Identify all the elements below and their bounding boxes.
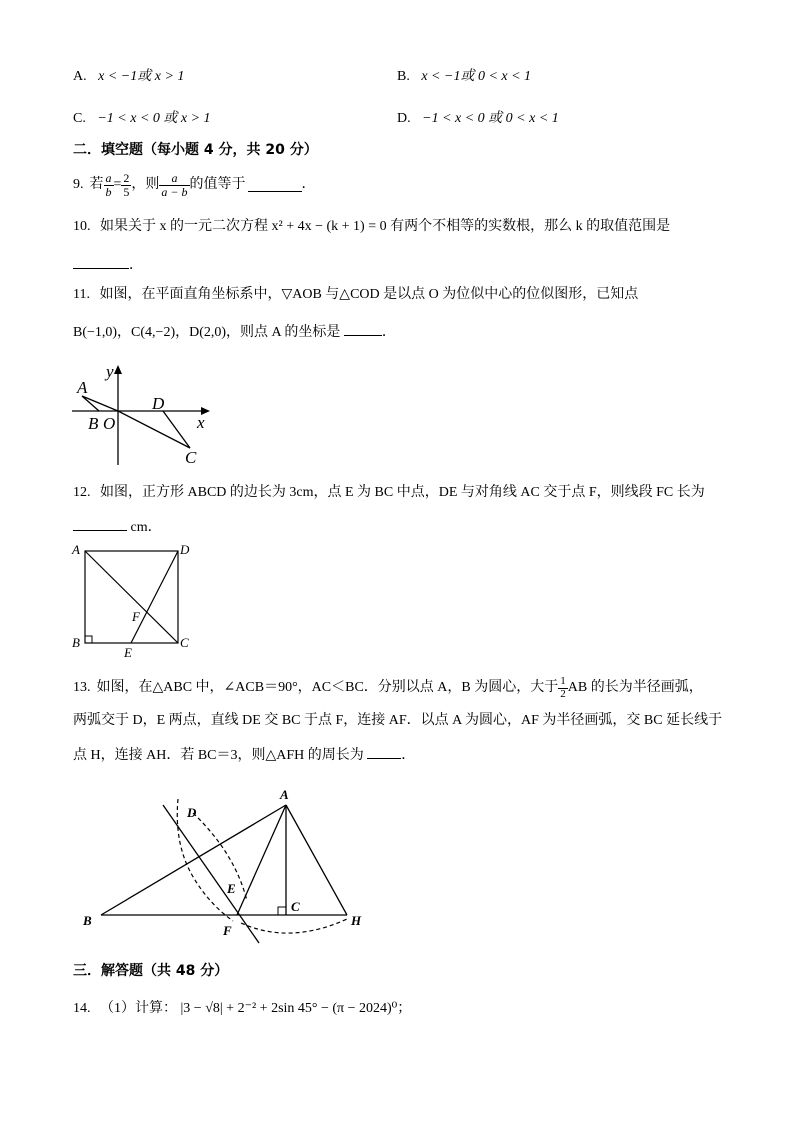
q13-line-de [163,805,259,943]
q13-half-num: 1 [560,674,566,687]
q11-triangle-aob [82,396,118,411]
q9-frac3-den: a − b [161,184,188,199]
q12-label-f: F [132,609,140,624]
q11-end: ． [381,325,396,340]
q11-label-a: A [77,378,88,397]
q14-part-label: （1）计算： [100,1001,177,1016]
q14-expression: |3 − √8| + 2⁻² + 2sin 45° − (π − 2024)⁰； [180,1001,412,1016]
q9-frac2-den: 5 [123,184,130,199]
q10-end: ． [129,258,143,273]
q10-answer-line [73,256,143,273]
q13-end: ． [401,748,416,763]
q11-label-x: x [197,413,205,432]
q9-equals: = [113,177,122,192]
q11-figure [60,360,230,470]
q13-right-angle-icon [278,907,286,915]
question-12 [73,486,705,500]
q11-text-line2: B(−1,0)，C(4,−2)，D(2,0)，则点 A 的坐标是 [73,325,341,340]
q13-segment-af [237,805,286,915]
q13-segment-ab [101,805,286,915]
q12-unit: cm [130,520,148,535]
q9-fraction-a-b [104,172,114,198]
option-d-label: D. [397,111,411,126]
q13-text-line3: 点 H，连接 AH．若 BC＝3，则△AFH 的周长为 [73,748,364,763]
option-b-text: x < −1或 0 < x < 1 [421,69,532,84]
q13-answer-blank[interactable] [367,746,401,759]
q13-label-e: E [227,881,236,896]
option-b-label: B. [397,69,410,84]
q13-text-line1-post: AB 的长为半径画弧， [567,680,703,695]
q13-label-f: F [223,923,232,938]
q12-label-c: C [180,635,189,650]
q11-label-o: O [103,414,116,433]
q11-label-b: B [88,414,99,433]
q9-prefix: 若 [89,177,104,192]
q12-end: ． [147,520,162,535]
q13-line3 [73,746,415,763]
question-10 [73,220,670,234]
q12-text: 如图，正方形 ABCD 的边长为 3cm，点 E 为 BC 中点，DE 与对角线 AC 交于点 F，则线段 FC 长为 [100,485,705,500]
option-a [73,70,184,84]
q10-number: 10. [73,219,91,234]
question-9 [73,168,316,202]
q13-label-a: A [280,787,289,802]
q11-triangle-cod [118,411,190,448]
q11-label-y: y [106,362,114,381]
q12-answer-blank[interactable] [73,518,127,531]
q11-answer-blank[interactable] [344,323,382,336]
q9-fraction-2-5 [121,172,131,198]
section2-title: 二．填空题（每小题 4 分，共 20 分） [73,142,318,158]
q12-line2 [73,518,162,535]
option-a-text: x < −1或 x > 1 [98,69,185,84]
q13-label-h: H [351,913,362,928]
q9-frac1-den: b [105,184,112,199]
question-11 [73,288,638,302]
q13-label-c: C [291,899,300,914]
option-c [73,112,211,126]
section3-title: 三．解答题（共 48 分） [73,963,229,979]
q13-figure [75,783,385,948]
option-a-label: A. [73,69,87,84]
q11-line2 [73,323,396,340]
q9-post: 的值等于 [189,177,246,192]
q13-number: 13. [73,680,91,695]
question-13 [73,676,703,700]
q10-text: 如果关于 x 的一元二次方程 x² + 4x − (k + 1) = 0 有两个不相等的实数根，那么 k 的取值范围是 [100,219,671,234]
q9-answer-blank[interactable] [248,179,302,192]
q11-text-line1: 如图，在平面直角坐标系中，▽AOB 与△COD 是以点 O 为位似中心的位似图形，已知点 [99,287,639,302]
option-d-text: −1 < x < 0 或 0 < x < 1 [422,111,559,126]
q12-segment-de [131,551,178,643]
q9-frac3-num: a [159,172,189,186]
q10-answer-blank[interactable] [73,256,129,269]
q9-fraction-target [159,172,189,198]
q13-label-d: D [187,805,197,820]
q11-label-c: C [185,448,197,467]
q9-end: ． [301,177,316,192]
q12-number: 12. [73,485,91,500]
option-c-text: −1 < x < 0 或 x > 1 [97,111,211,126]
q14-number: 14. [73,1001,91,1016]
q9-frac1-num: a [105,170,112,185]
q12-figure [66,540,206,660]
q12-label-d: D [180,542,190,557]
q13-fraction-half [558,676,568,700]
q11-y-arrow-icon [114,365,122,374]
q13-half-den: 2 [560,687,566,700]
q9-mid: ，则 [131,177,160,192]
q12-label-a: A [72,542,80,557]
q11-number: 11. [73,287,90,302]
option-b [397,70,531,84]
q9-frac2-num: 2 [123,170,130,185]
q12-label-e: E [124,645,132,660]
q12-diagonal-ac [85,551,178,643]
option-c-label: C. [73,111,86,126]
q13-text-line1-pre: 如图，在△ABC 中，∠ACB＝90°，AC＜BC．分别以点 A，B 为圆心，大于 [96,680,559,695]
question-14 [73,1002,411,1016]
option-d [397,112,559,126]
q13-label-b: B [83,913,92,928]
q11-label-d: D [152,394,165,413]
q13-arc-fh [241,919,347,933]
q9-number: 9. [73,177,84,192]
q13-arc-left [177,799,233,921]
q13-line2: 两弧交于 D，E 两点，直线 DE 交 BC 于点 F，连接 AF．以点 A 为圆心，AF 为半径画弧，交 BC 延长线于 [73,713,723,728]
q12-label-b: B [72,635,80,650]
q12-right-angle-icon [85,636,92,643]
